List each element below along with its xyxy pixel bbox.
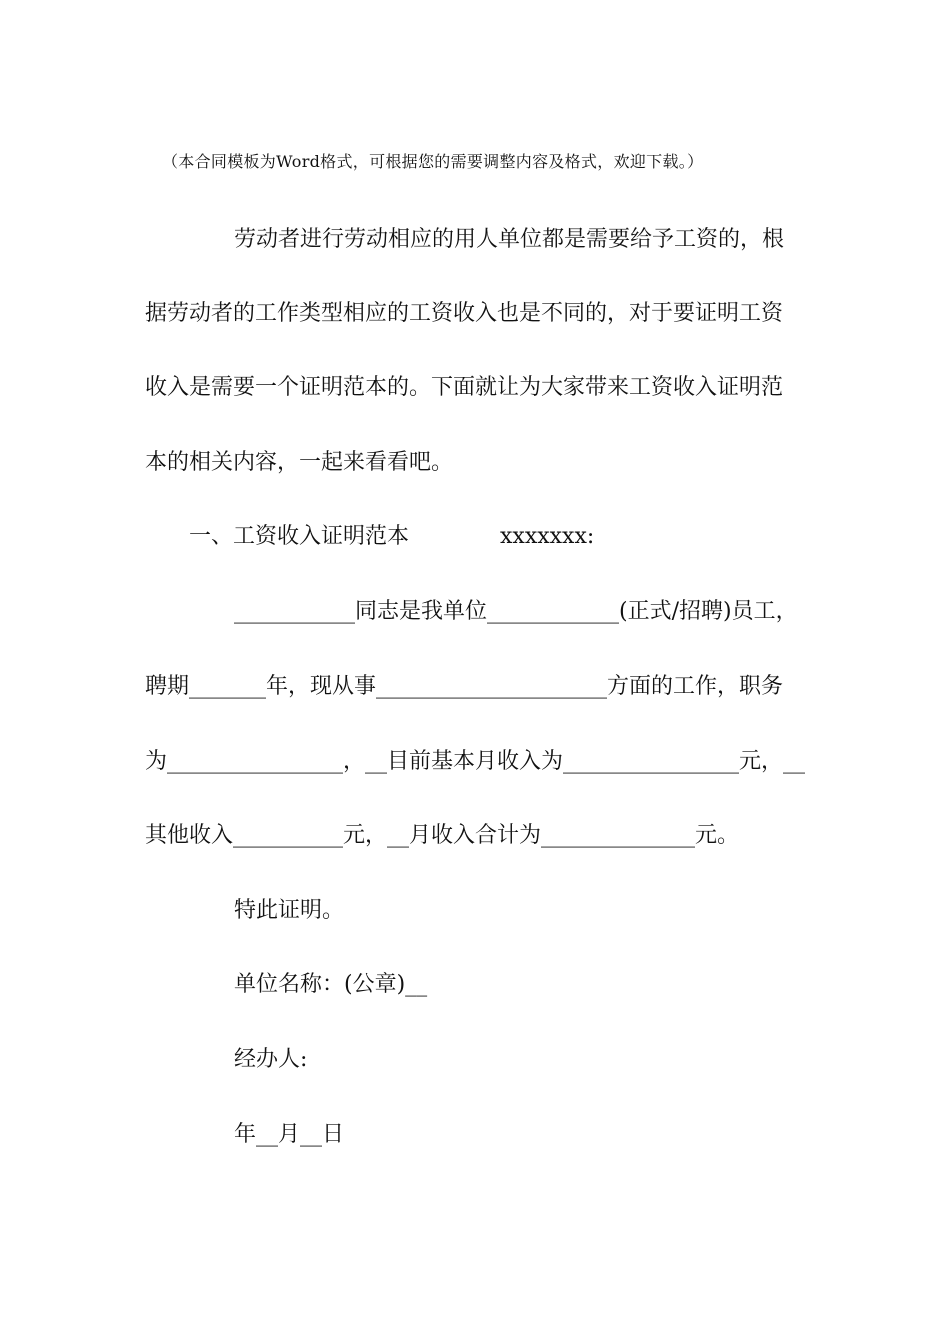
intro-line-4: 本的相关内容，一起来看看吧。 [145,450,454,475]
template-note: （本合同模板为Word格式，可根据您的需要调整内容及格式，欢迎下载。） [162,152,704,171]
addressee: xxxxxxx: [500,524,595,549]
certificate-line-2: 聘期_______年，现从事_____________________方面的工作，职务 [145,674,784,699]
unit-name-line: 单位名称：(公章)__ [234,972,428,997]
intro-line-3: 收入是需要一个证明范本的。下面就让为大家带来工资收入证明范 [145,375,784,400]
date-line: 年__月__日 [234,1122,345,1147]
certificate-line-4: 其他收入__________元，__月收入合计为______________元。 [145,823,740,848]
handler-line: 经办人: [234,1047,308,1072]
intro-line-1: 劳动者进行劳动相应的用人单位都是需要给予工资的，根 [234,227,785,252]
intro-line-2: 据劳动者的工作类型相应的工资收入也是不同的，对于要证明工资 [145,301,784,326]
closing-text: 特此证明。 [234,898,345,923]
certificate-line-1: ___________同志是我单位____________(正式/招聘)员工， [234,599,798,624]
section-heading: 一、工资收入证明范本 [189,524,410,549]
certificate-line-3: 为________________，__目前基本月收入为________________元，__ [145,749,806,774]
